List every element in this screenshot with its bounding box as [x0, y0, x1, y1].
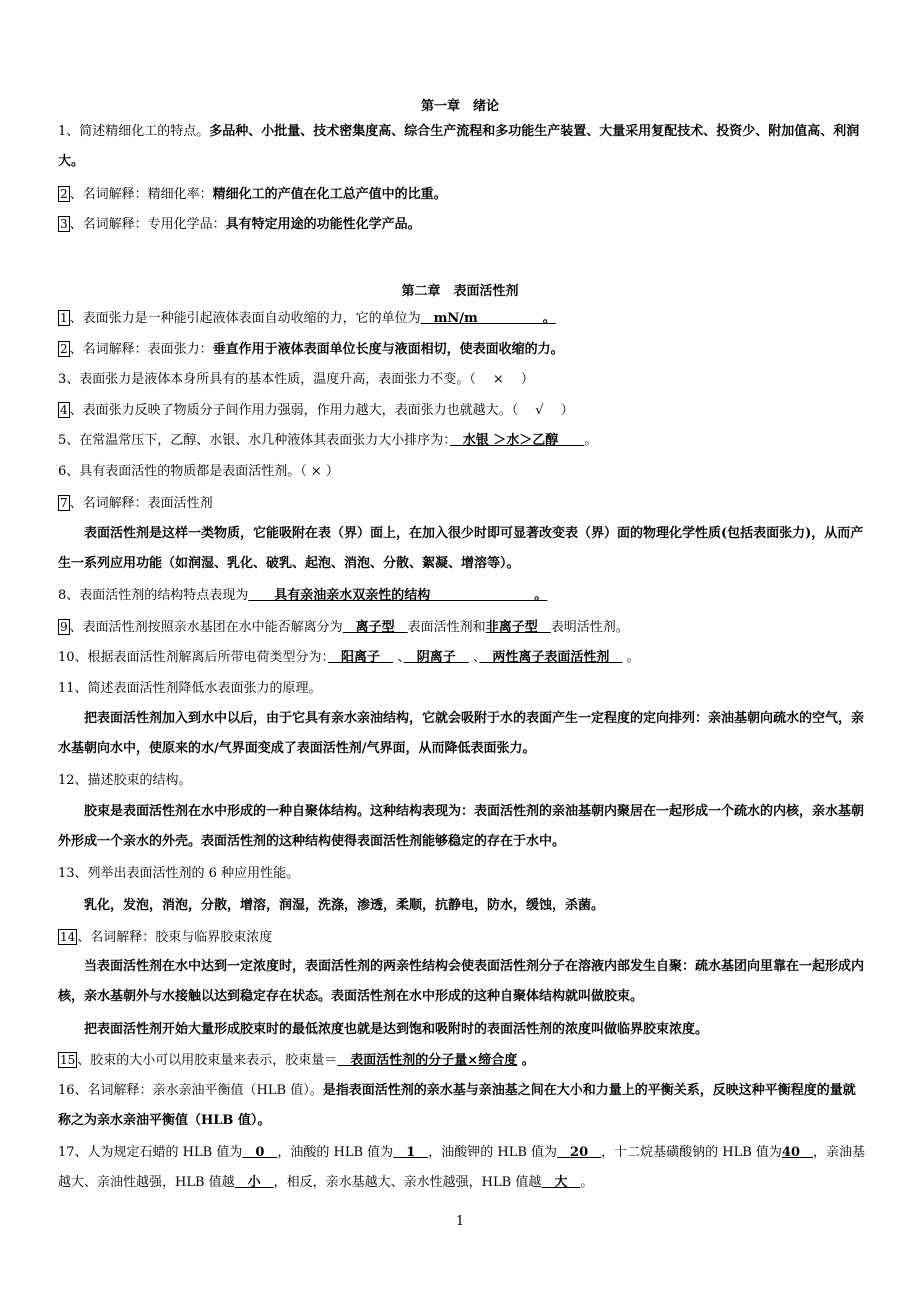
- ch2-question-12: 12、描述胶束的结构。: [58, 773, 192, 788]
- q-text: 5、在常温常压下，乙醇、水银、水几种液体其表面张力大小排序为：: [58, 433, 450, 448]
- ch2-question-6: 6、具有表面活性的物质都是表面活性剂。（ × ）: [58, 464, 339, 479]
- ch1-question-2: [58, 186, 868, 203]
- q-text: ，油酸钾的 HLB 值为: [428, 1145, 558, 1160]
- q-text: 、名词解释：胶束与临界胶束浓度: [77, 930, 273, 945]
- q-text: 16、名词解释：亲水亲油平衡值（HLB 值）。: [58, 1083, 323, 1098]
- ch2-question-4: [58, 402, 868, 419]
- q-blank: 具有亲油亲水双亲性的结构 。: [248, 588, 548, 603]
- q-blank-2: 非离子型: [485, 620, 551, 635]
- q-end: 。: [580, 1175, 594, 1190]
- chapter-2-title: 第二章 表面活性剂: [401, 284, 519, 299]
- q-blank: mN/m 。: [420, 311, 556, 326]
- ch2-question-2: [58, 341, 868, 358]
- q-end: 。: [584, 433, 598, 448]
- ch2-question-16: [58, 1076, 868, 1136]
- ch2-question-7: [58, 495, 868, 512]
- q-blank-1: 0: [242, 1145, 278, 1160]
- ch2-question-15: [58, 1052, 868, 1069]
- q-text: 、名词解释：表面张力：: [69, 342, 213, 357]
- ch1-question-1: [58, 117, 868, 177]
- ch2-q14-answer-1: 当表面活性剂在水中达到一定浓度时，表面活性剂的两亲性结构会使表面活性剂分子在溶液内部发生自聚：疏水基团向里靠在一起形成内核，亲水基朝外与水接触以达到稳定存在状态。表面活性剂在水中形成的这种自聚体结构就叫做胶束。: [58, 959, 865, 1004]
- q-text: 、名词解释：专用化学品：: [69, 217, 226, 232]
- q-end: 。: [517, 1053, 535, 1068]
- ch2-q14-answer-2: 把表面活性剂开始大量形成胶束时的最低浓度也就是达到饱和吸附时的表面活性剂的浓度叫做临界胶束浓度。: [84, 1022, 709, 1037]
- q-blank-3: 两性离子表面活性剂: [479, 650, 623, 665]
- q-number: 15: [60, 1053, 76, 1067]
- ch2-question-10: [58, 650, 868, 666]
- q-text: 8、表面活性剂的结构特点表现为: [58, 588, 249, 603]
- q-blank: 水银 ＞水＞乙醇: [449, 433, 585, 448]
- q-text: ，十二烷基磺酸钠的 HLB 值为: [601, 1145, 782, 1160]
- q-blank-2: 1: [393, 1145, 429, 1160]
- ch2-question-17: [58, 1138, 868, 1198]
- q-text: ，油酸的 HLB 值为: [277, 1145, 394, 1160]
- q-number: 14: [60, 930, 76, 944]
- ch2-q11-answer: 把表面活性剂加入到水中以后，由于它具有亲水亲油结构，它就会吸附于水的表面产生一定程度的定向排列：亲油基朝向疏水的空气，亲水基朝向水中，使原来的水/气界面变成了表面活性剂/气界面，从而降低表面张力。: [58, 711, 865, 756]
- q-text: 、名词解释：表面活性剂: [69, 496, 213, 511]
- ch2-question-9: [58, 619, 868, 636]
- q-number: 2: [60, 342, 68, 356]
- ch2-question-8: [58, 588, 868, 604]
- q-text: 、名词解释：精细化率：: [69, 187, 213, 202]
- q-end: 表明活性剂。: [550, 620, 629, 635]
- ch2-q7-answer: 表面活性剂是这样一类物质，它能吸附在表（界）面上，在加入很少时即可显著改变表（界）面的物理化学性质(包括表面张力)，从而产生一系列应用功能（如润湿、乳化、破乳、起泡、消泡、分散、絮凝、增溶等）。: [58, 526, 864, 571]
- q-text: ，相反，亲水基越大、亲水性越强，HLB 值越: [273, 1175, 542, 1190]
- q-text: 、表面张力是一种能引起液体表面自动收缩的力，它的单位为: [69, 311, 421, 326]
- ch2-question-14: [58, 929, 868, 946]
- q-blank-6: 大: [541, 1175, 581, 1190]
- q-sep: 、: [393, 650, 404, 665]
- q-number: 2: [60, 187, 68, 201]
- page-number: 1: [455, 1214, 465, 1229]
- q-answer: 垂直作用于液体表面单位长度与液面相切，使表面收缩的力。: [212, 342, 564, 357]
- ch2-question-13: 13、列举出表面活性剂的 6 种应用性能。: [58, 866, 300, 881]
- q-number: 3: [60, 217, 68, 231]
- chapter-1-title: 第一章 绪论: [420, 99, 499, 114]
- q-sep: 、: [468, 650, 480, 665]
- q-text: 17、人为规定石蜡的 HLB 值为: [58, 1145, 243, 1160]
- q-answer: 精细化工的产值在化工总产值中的比重。: [212, 187, 447, 202]
- q-answer: 多品种、小批量、技术密集度高、综合生产流程和多功能生产装置、大量采用复配技术、投资少、附加值高、利润大。: [58, 124, 860, 169]
- ch2-q13-answer: 乳化，发泡，消泡，分散，增溶，润湿，洗涤，渗透，柔顺，抗静电，防水，缓蚀，杀菌。: [84, 898, 605, 913]
- q-number: 9: [60, 620, 68, 634]
- q-number: 4: [60, 403, 68, 417]
- q-text: 、表面活性剂按照亲水基团在水中能否解离分为: [69, 620, 343, 635]
- q-text: 10、根据表面活性剂解离后所带电荷类型分为：: [58, 650, 329, 665]
- q-blank-1: 阳离子: [328, 650, 394, 665]
- q-text-mid: 表面活性剂和: [407, 620, 486, 635]
- q-answer: 是指表面活性剂的亲水基与亲油基之间在大小和力量上的平衡关系，反映这种平衡程度的量就称之为亲水亲油平衡值（HLB 值）。: [58, 1083, 856, 1128]
- ch2-question-3: 3、表面张力是液体本身所具有的基本性质，温度升高，表面张力不变。（ × ）: [58, 372, 534, 387]
- q-blank-4: 40: [781, 1145, 814, 1160]
- ch2-question-1: [58, 310, 868, 327]
- q-end: 。: [622, 650, 640, 665]
- q-blank-2: 阴离子: [403, 650, 469, 665]
- q-text: 1、简述精细化工的特点。: [58, 124, 210, 139]
- q-number: 1: [60, 311, 68, 325]
- q-blank: 表面活性剂的分子量×缔合度: [337, 1053, 518, 1068]
- ch2-q12-answer: 胶束是表面活性剂在水中形成的一种自聚体结构。这种结构表现为：表面活性剂的亲油基朝内聚居在一起形成一个疏水的内核，亲水基朝外形成一个亲水的外壳。表面活性剂的这种结构使得表面活性剂能够稳定的存在于水中。: [58, 804, 865, 849]
- q-blank-3: 20: [557, 1145, 602, 1160]
- q-text: 、胶束的大小可以用胶束量来表示，胶束量＝: [77, 1053, 338, 1068]
- q-number: 7: [60, 496, 68, 510]
- q-answer: 具有特定用途的功能性化学产品。: [225, 217, 421, 232]
- q-blank-5: 小: [234, 1175, 274, 1190]
- ch2-question-11: 11、简述表面活性剂降低水表面张力的原理。: [58, 681, 322, 696]
- ch1-question-3: [58, 216, 868, 233]
- q-text: 、表面张力反映了物质分子间作用力强弱，作用力越大，表面张力也就越大。（ √ ）: [69, 403, 574, 418]
- q-blank-1: 离子型: [342, 620, 408, 635]
- q-text: ，亲油基越大、亲油性越强，HLB 值越: [58, 1145, 866, 1190]
- ch2-question-5: [58, 433, 868, 449]
